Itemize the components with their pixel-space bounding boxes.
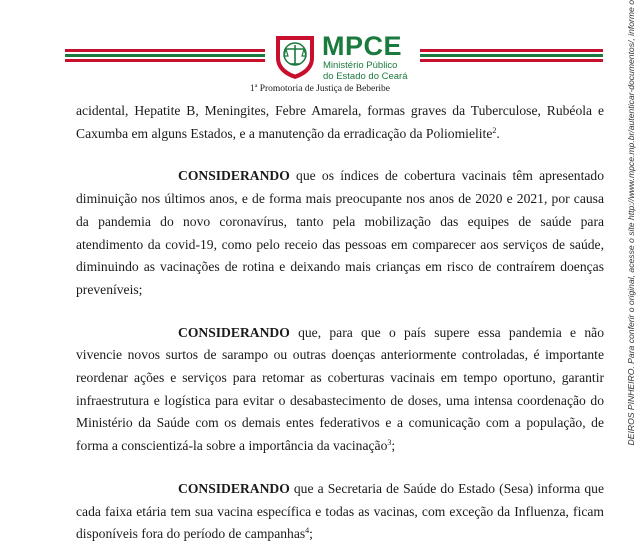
authentication-side-note: DEIROS PINHEIRO. Para conferir o original, acesse o site http://www.mpce.mp.br/autenticar-documentos/, informe o	[626, 0, 636, 446]
header-stripe-red-left-low	[65, 59, 265, 62]
considerando-label: CONSIDERANDO	[178, 324, 290, 340]
header-stripe-red-right	[420, 49, 603, 52]
paragraph-considerando-1: CONSIDERANDO que os índices de cobertura vacinais têm apresentado diminuição nos últimos anos, e de forma mais preocupante nos anos de 2020 e 2021, por causa da pandemia do novo coronavírus, tanto pela mobilização das equipes de saúde para atendimento da covid-19, como pelo receio das pessoas em comparecer aos serviços de saúde, diminuindo as vacinações de rotina e deixando mais crianças em risco de contraírem doenças preveníveis;	[76, 168, 604, 297]
promotoria-name: 1ª Promotoria de Justiça de Beberibe	[249, 84, 391, 94]
mpce-emblem-icon	[272, 32, 318, 80]
logo-title: MPCE	[322, 31, 403, 61]
document-body	[76, 100, 604, 546]
paragraph-continuation: acidental, Hepatite B, Meningites, Febre Amarela, formas graves da Tuberculose, Rubéola e Caxumba em alguns Estados, e a manutenção da erradicação da Poliomielite$^2$.	[76, 103, 604, 141]
mpce-logo	[322, 33, 408, 82]
header-stripe-green-right	[420, 54, 603, 57]
considerando-label: CONSIDERANDO	[178, 480, 290, 496]
header-stripe-red-left	[65, 49, 265, 52]
header-stripe-green-left	[65, 54, 265, 57]
footnote-ref-4: 4	[305, 526, 310, 536]
logo-subtitle-line1: Ministério Público	[323, 60, 398, 71]
footnote-ref-2: 2	[492, 125, 497, 135]
header-stripe-red-right-low	[420, 59, 603, 62]
paragraph-considerando-2: CONSIDERANDO que, para que o país supere essa pandemia e não vivencie novos surtos de sarampo ou outras doenças anteriormente controladas, é importante reordenar ações e serviços para retomar as coberturas vacinais em tempo oportuno, garantir infraestrutura e logística para evitar o desabastecimento de doses, uma intensa coordenação do Ministério da Saúde com os demais entes federativos e a comunicação com a população, de forma a conscientizá-la sobre a importância da vacinação$^3$;	[76, 324, 604, 454]
document-header	[0, 0, 640, 100]
logo-subtitle-line2: do Estado do Ceará	[323, 71, 408, 82]
paragraph-considerando-3: CONSIDERANDO que a Secretaria de Saúde do Estado (Sesa) informa que cada faixa etária tem sua vacina específica e todas as vacinas, com exceção da Influenza, ficam disponíveis fora do período de campanhas$^4$;	[76, 480, 604, 542]
footnote-ref-3: 3	[387, 438, 392, 448]
considerando-label: CONSIDERANDO	[178, 168, 290, 184]
